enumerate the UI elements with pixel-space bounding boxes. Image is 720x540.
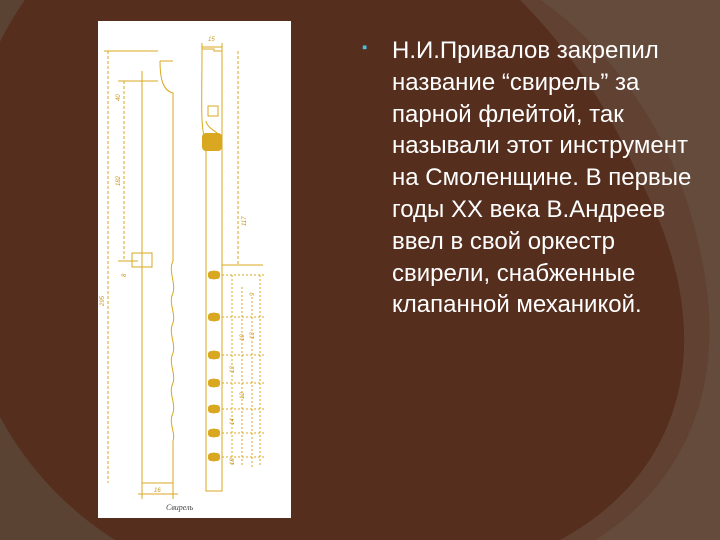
dim-left-short: 8 [122,273,128,277]
dim-hole-6: 14 [230,418,236,425]
technical-drawing [98,21,291,518]
dim-bottom-width: 16 [154,488,161,494]
side-view-body [202,49,222,491]
dim-top-width: 15 [208,37,215,43]
dim-hole-7: 18 [230,458,236,465]
dim-left-total: 295 [100,295,106,306]
body-text: Н.И.Привалов закрепил название “свирель” за парной флейтой, так называли этот инструмент на Смоленщине. В первые годы XX века В.Андреев ввел в свой оркестр свирели, снабженные клапанной механикой. [392,37,692,319]
dim-left-mid: 182 [116,175,122,186]
dim-right-long: 117 [242,216,248,226]
dim-hole-1: 9 [250,292,256,296]
figure-caption: Свирель [166,503,194,512]
bullet-icon: ▪ [362,39,368,56]
body-right-edge [160,61,174,483]
svirel-drawing [98,21,291,518]
dim-hole-3: 10 [240,334,246,341]
dim-left-upper: 40 [116,94,122,101]
dim-hole-4: 13 [230,366,236,373]
dim-hole-2: 13 [250,332,256,339]
dim-hole-5: 12 [240,392,246,399]
